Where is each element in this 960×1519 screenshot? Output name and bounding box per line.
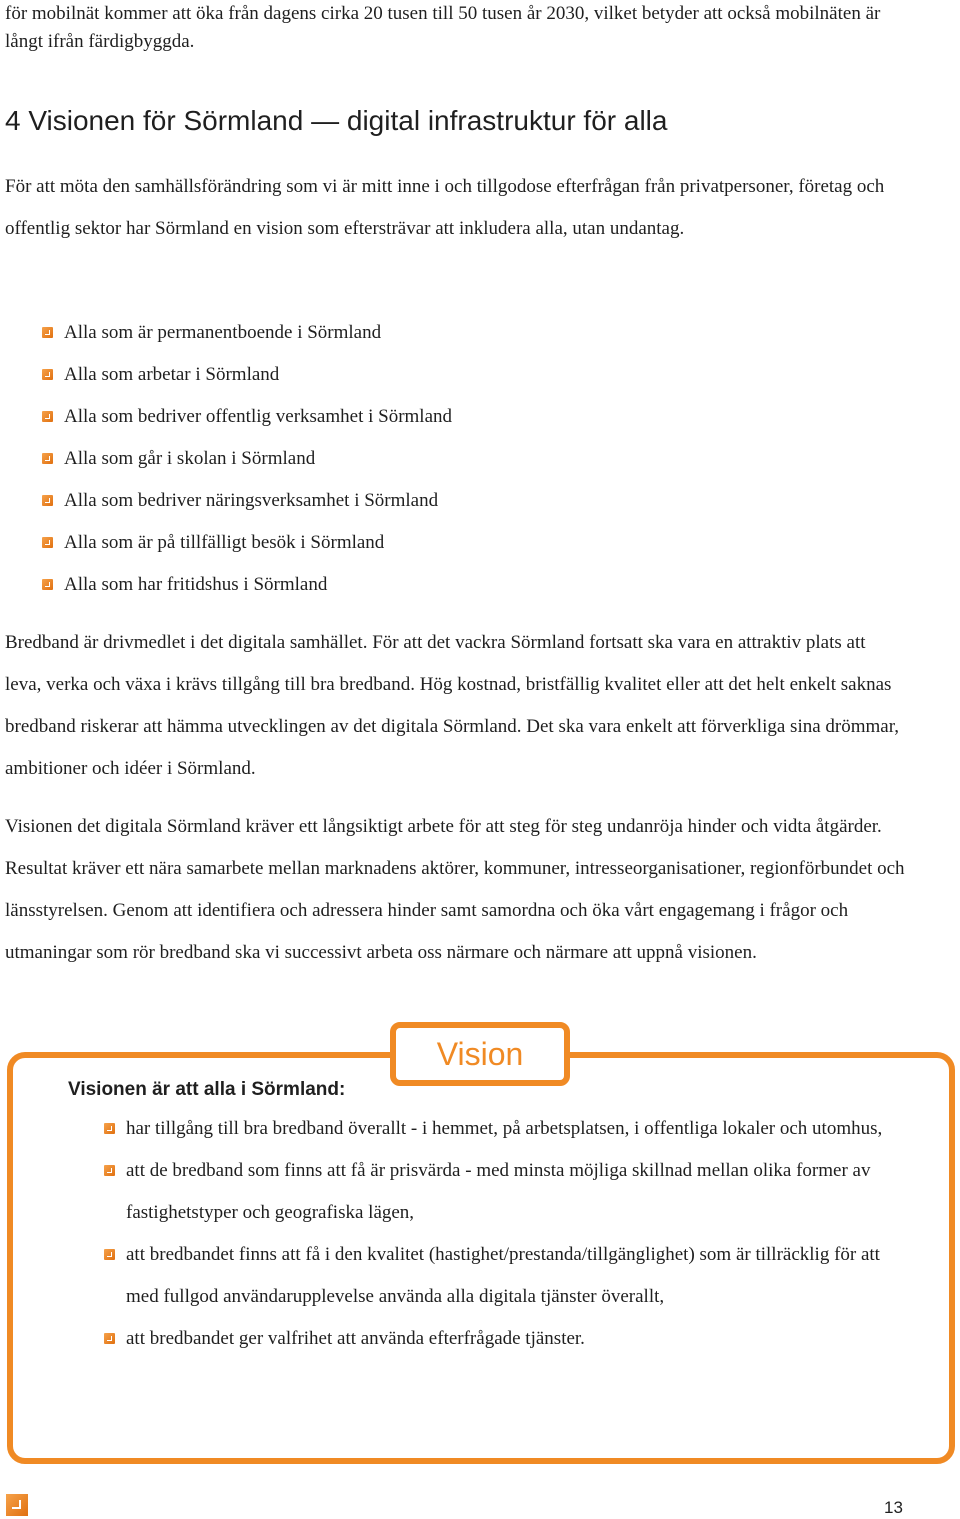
target-group-list bbox=[42, 312, 452, 606]
list-item-text: att bredbandet ger valfrihet att använda efterfrågade tjänster. bbox=[126, 1328, 585, 1349]
orange-arrow-bullet-icon bbox=[42, 537, 53, 548]
list-item-text: Alla som är permanentboende i Sörmland bbox=[64, 322, 382, 343]
list-item-text: Alla som bedriver näringsverksamhet i Sörmland bbox=[64, 490, 439, 511]
logo-icon bbox=[6, 1494, 28, 1516]
lead-paragraph: För att möta den samhällsförändring som vi är mitt inne i och tillgodose efterfrågan från privatpersoner, företag och offentlig sektor har Sörmland en vision som eftersträvar att inkludera alla, utan undantag. bbox=[5, 176, 885, 239]
body-paragraph-vision: Visionen det digitala Sörmland kräver ett långsiktigt arbete för att steg för steg undanröja hinder och vidta åtgärder. Resultat kräver ett nära samarbete mellan marknadens aktörer, kommuner, intresseorganisationer, regionförbundet och länsstyrelsen. Genom att identifiera och adressera hinder samt samordna och öka vårt engagemang i frågor och utmaningar som rör bredband ska vi successivt arbeta oss närmare och närmare att uppnå visionen. bbox=[5, 816, 905, 963]
orange-arrow-bullet-icon bbox=[104, 1123, 115, 1134]
page-number: 13 bbox=[884, 1498, 903, 1517]
list-item-text: har tillgång till bra bredband överallt - i hemmet, på arbetsplatsen, i offentliga lokaler och utomhus, bbox=[126, 1118, 883, 1139]
list-item-text: Alla som bedriver offentlig verksamhet i Sörmland bbox=[64, 406, 453, 427]
list-item bbox=[104, 1108, 904, 1150]
list-item bbox=[42, 480, 452, 522]
body-paragraph-broadband: Bredband är drivmedlet i det digitala samhället. För att det vackra Sörmland fortsatt ska vara en attraktiv plats att leva, verka och växa i krävs tillgång till bra bredband. Hög kostnad, bristfällig kvalitet eller att det helt enkelt saknas bredband riskerar att hämma utvecklingen av det digitala Sörmland. Det ska vara enkelt att förverkliga sina drömmar, ambitioner och idéer i Sörmland. bbox=[5, 632, 900, 779]
list-item bbox=[42, 354, 452, 396]
list-item bbox=[104, 1150, 904, 1234]
list-item bbox=[42, 522, 452, 564]
orange-arrow-bullet-icon bbox=[104, 1333, 115, 1344]
list-item-text: att bredbandet finns att få i den kvalitet (hastighet/prestanda/tillgänglighet) som är tillräcklig för att med fullgod användarupplevelse använda alla digitala tjänster överallt, bbox=[126, 1244, 880, 1307]
orange-arrow-bullet-icon bbox=[104, 1249, 115, 1260]
list-item-text: Alla som är på tillfälligt besök i Sörmland bbox=[64, 532, 385, 553]
orange-arrow-bullet-icon bbox=[42, 411, 53, 422]
list-item-text: att de bredband som finns att få är prisvärda - med minsta möjliga skillnad mellan olika former av fastighetstyper och geografiska lägen, bbox=[126, 1160, 871, 1223]
orange-arrow-bullet-icon bbox=[104, 1165, 115, 1176]
orange-arrow-bullet-icon bbox=[42, 495, 53, 506]
list-item-text: Alla som går i skolan i Sörmland bbox=[64, 448, 316, 469]
vision-tag: Vision bbox=[390, 1022, 570, 1086]
orange-arrow-bullet-icon bbox=[42, 327, 53, 338]
orange-arrow-bullet-icon bbox=[42, 579, 53, 590]
list-item bbox=[42, 438, 452, 480]
list-item bbox=[104, 1234, 904, 1318]
list-item bbox=[42, 564, 452, 606]
section-heading: 4 Visionen för Sörmland — digital infrastruktur för alla bbox=[5, 105, 668, 136]
list-item bbox=[104, 1318, 904, 1360]
orange-arrow-bullet-icon bbox=[42, 369, 53, 380]
list-item bbox=[42, 312, 452, 354]
list-item bbox=[42, 396, 452, 438]
list-item-text: Alla som har fritidshus i Sörmland bbox=[64, 574, 328, 595]
orange-arrow-bullet-icon bbox=[42, 453, 53, 464]
vision-title: Visionen är att alla i Sörmland: bbox=[68, 1079, 346, 1100]
vision-list bbox=[104, 1108, 904, 1360]
list-item-text: Alla som arbetar i Sörmland bbox=[64, 364, 280, 385]
intro-paragraph: för mobilnät kommer att öka från dagens cirka 20 tusen till 50 tusen år 2030, vilket betyder att också mobilnäten är långt ifrån färdigbyggda. bbox=[5, 3, 881, 52]
